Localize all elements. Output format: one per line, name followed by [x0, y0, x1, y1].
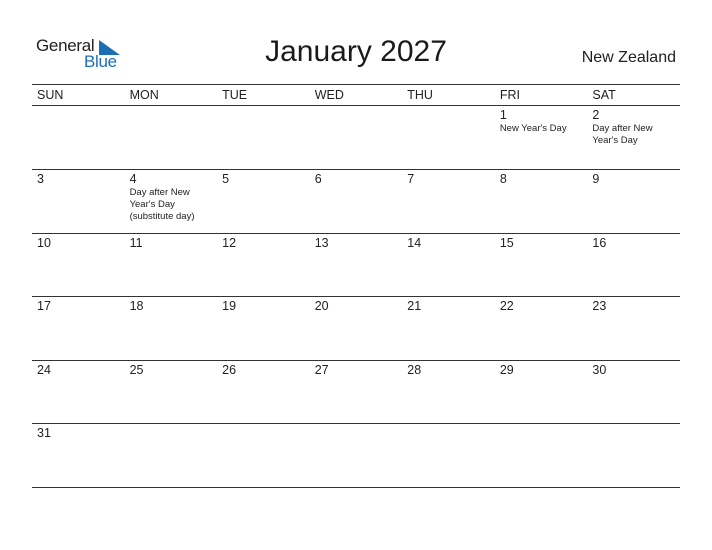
day-number: 23: [592, 299, 607, 313]
day-number: 18: [129, 299, 144, 313]
calendar-day-cell: [125, 361, 218, 423]
calendar-day-cell: [32, 106, 125, 169]
calendar-week-row: [32, 234, 680, 297]
calendar-day-cell: [402, 106, 495, 169]
calendar-day-cell: [402, 297, 495, 360]
calendar-day-cell: [310, 361, 403, 423]
day-number: 27: [314, 363, 329, 377]
weekday-sun: SUN: [37, 88, 64, 102]
calendar-day-cell: [32, 424, 125, 487]
calendar-day-cell: [217, 424, 310, 487]
day-number: 8: [499, 172, 507, 186]
day-number: 14: [407, 236, 422, 250]
calendar-day-cell: [587, 297, 680, 360]
day-number: 6: [314, 172, 322, 186]
day-number: 25: [129, 363, 144, 377]
calendar-day-cell: [495, 170, 588, 233]
day-number: 13: [314, 236, 329, 250]
calendar-day-cell: [310, 234, 403, 296]
holiday-note: Day after New Year's Day (substitute day): [129, 187, 195, 222]
day-number: 21: [407, 299, 422, 313]
calendar-weeks: [32, 106, 680, 488]
calendar-week-row: [32, 170, 680, 234]
day-number: 15: [499, 236, 514, 250]
weekday-header: [32, 84, 680, 106]
page-title: January 2027: [265, 35, 447, 68]
calendar-week-row: [32, 106, 680, 170]
calendar-week-row: [32, 361, 680, 424]
day-number: 2: [592, 108, 600, 122]
day-number: 19: [222, 299, 237, 313]
day-number: 29: [499, 363, 514, 377]
day-number: 16: [592, 236, 607, 250]
calendar-day-cell: [495, 297, 588, 360]
calendar-day-cell: [495, 424, 588, 487]
calendar-day-cell: [310, 424, 403, 487]
logo-text-general: General: [36, 36, 95, 55]
weekday-mon: MON: [129, 88, 159, 102]
day-number: 17: [37, 299, 51, 313]
calendar-day-cell: [125, 424, 218, 487]
calendar-week-row: [32, 424, 680, 488]
day-number: 26: [222, 363, 237, 377]
calendar-day-cell: [310, 106, 403, 169]
calendar-day-cell: [32, 234, 125, 296]
calendar-day-cell: [495, 361, 588, 423]
calendar-week-row: [32, 297, 680, 361]
calendar-grid: [32, 84, 680, 488]
logo-text-blue: Blue: [84, 52, 117, 71]
calendar-day-cell: [32, 361, 125, 423]
country-label: New Zealand: [581, 49, 676, 66]
weekday-fri: FRI: [499, 88, 520, 102]
day-number: 12: [222, 236, 237, 250]
weekday-wed: WED: [314, 88, 344, 102]
calendar-day-cell: [310, 297, 403, 360]
day-number: 28: [407, 363, 422, 377]
day-number: 22: [499, 299, 514, 313]
day-number: 20: [314, 299, 329, 313]
day-number: 24: [37, 363, 51, 377]
weekday-sat: SAT: [592, 88, 616, 102]
day-number: 9: [592, 172, 600, 186]
weekday-thu: THU: [407, 88, 433, 102]
holiday-note: New Year's Day: [499, 123, 567, 134]
calendar-day-cell: [125, 297, 218, 360]
calendar-day-cell: [217, 170, 310, 233]
calendar-day-cell: [217, 361, 310, 423]
calendar-day-cell: [125, 106, 218, 169]
day-number: 5: [222, 172, 230, 186]
weekday-tue: TUE: [222, 88, 248, 102]
day-number: 31: [37, 426, 51, 440]
day-number: 30: [592, 363, 607, 377]
day-number: 1: [499, 108, 507, 122]
calendar-day-cell: [310, 170, 403, 233]
calendar-day-cell: [217, 106, 310, 169]
calendar-day-cell: [587, 424, 680, 487]
day-number: 4: [129, 172, 137, 186]
holiday-note: Day after New Year's Day: [592, 123, 653, 146]
day-number: 3: [37, 172, 44, 186]
calendar-day-cell: [587, 234, 680, 296]
calendar-day-cell: [32, 170, 125, 233]
calendar-day-cell: [402, 361, 495, 423]
day-number: 11: [129, 236, 143, 250]
calendar-day-cell: [125, 234, 218, 296]
calendar-day-cell: [402, 424, 495, 487]
calendar-day-cell: [495, 234, 588, 296]
calendar-day-cell: [587, 106, 680, 169]
calendar-day-cell: [402, 234, 495, 296]
calendar-day-cell: [125, 170, 218, 233]
calendar-day-cell: [217, 297, 310, 360]
calendar-day-cell: [32, 297, 125, 360]
calendar-day-cell: [587, 170, 680, 233]
calendar-day-cell: [587, 361, 680, 423]
calendar-day-cell: [402, 170, 495, 233]
calendar-day-cell: [217, 234, 310, 296]
day-number: 10: [37, 236, 51, 250]
calendar-day-cell: [495, 106, 588, 169]
day-number: 7: [407, 172, 415, 186]
